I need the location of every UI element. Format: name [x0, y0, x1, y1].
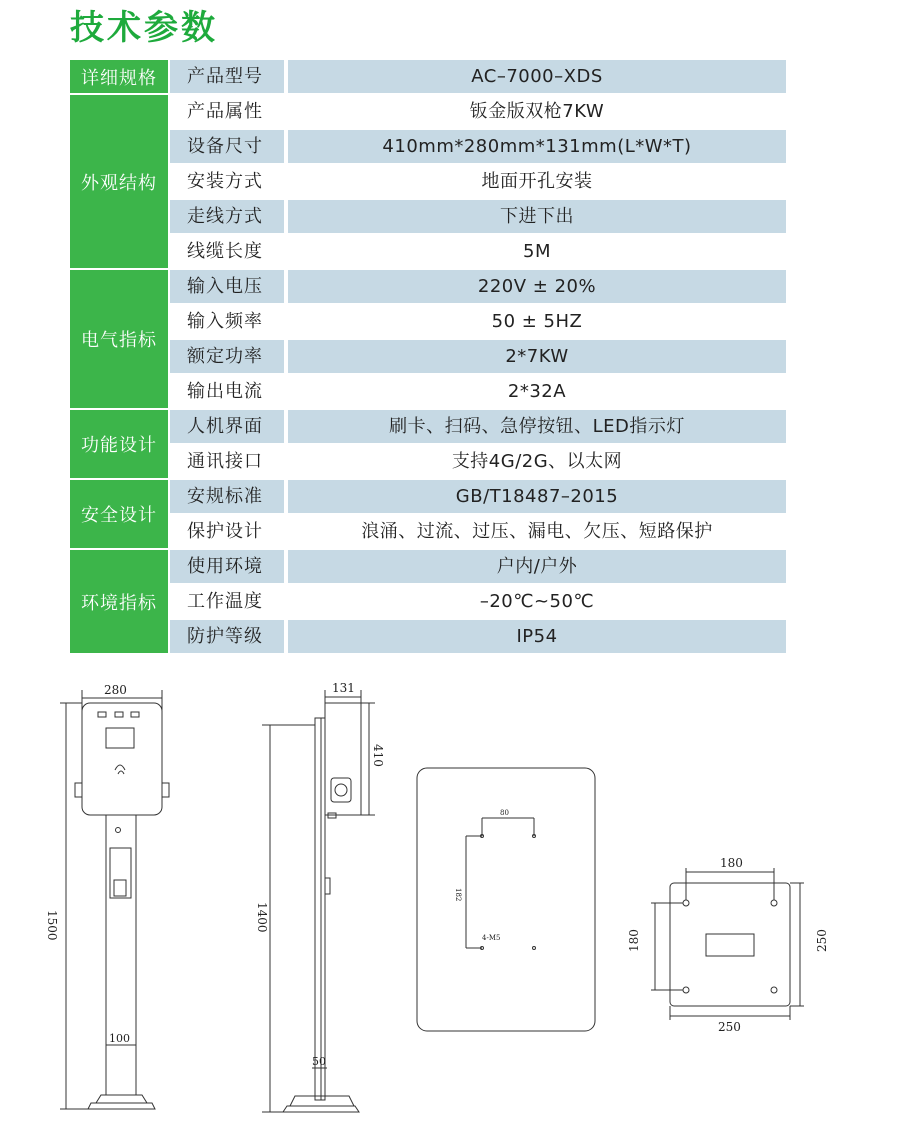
row-value: 2*7KW [288, 340, 786, 373]
template-spacing-label: 80 [500, 809, 509, 817]
technical-drawings [0, 670, 900, 1131]
row-value: 钣金版双枪7KW [288, 95, 786, 128]
group-environment: 环境指标 [70, 550, 168, 653]
front-view-drawing [60, 690, 169, 1109]
table-row [170, 130, 786, 163]
plate-right-label: 250 [815, 929, 829, 952]
table-row [170, 340, 786, 373]
table-row [170, 375, 786, 408]
table-row [170, 200, 786, 233]
table-row [170, 305, 786, 338]
row-label: 产品属性 [170, 95, 286, 128]
row-value: 2*32A [288, 375, 786, 408]
row-value: GB/T18487–2015 [288, 480, 786, 513]
row-value: 下进下出 [288, 200, 786, 233]
table-row [170, 550, 786, 583]
table-row [170, 270, 786, 303]
plate-bottom-label: 250 [718, 1020, 741, 1034]
table-row [170, 410, 786, 443]
table-row [170, 165, 786, 198]
side-view-drawing [262, 690, 375, 1112]
table-row [170, 445, 786, 478]
row-value: 刷卡、扫码、急停按钮、LED指示灯 [288, 410, 786, 443]
front-width-label: 280 [104, 683, 127, 697]
row-label: 输出电流 [170, 375, 286, 408]
mounting-template-drawing [417, 768, 595, 1031]
row-label: 安规标准 [170, 480, 286, 513]
group-detail-spec: 详细规格 [70, 60, 168, 93]
row-value: 浪涌、过流、过压、漏电、欠压、短路保护 [288, 515, 786, 548]
row-label: 额定功率 [170, 340, 286, 373]
template-vertical-label: 182 [454, 888, 462, 902]
front-height-label: 1500 [45, 910, 59, 941]
row-label: 输入频率 [170, 305, 286, 338]
row-value: 220V ± 20% [288, 270, 786, 303]
row-label: 保护设计 [170, 515, 286, 548]
side-pole-height-label: 1400 [255, 902, 269, 933]
row-value: –20℃~50℃ [288, 585, 786, 618]
group-safety: 安全设计 [70, 480, 168, 548]
row-label: 安装方式 [170, 165, 286, 198]
table-row [170, 620, 786, 653]
base-plate-drawing [651, 868, 804, 1020]
row-value: 地面开孔安装 [288, 165, 786, 198]
table-row [170, 515, 786, 548]
row-value: IP54 [288, 620, 786, 653]
row-label: 产品型号 [170, 60, 286, 93]
row-label: 使用环境 [170, 550, 286, 583]
row-value: 410mm*280mm*131mm(L*W*T) [288, 130, 786, 163]
table-row [170, 235, 786, 268]
row-value: AC–7000–XDS [288, 60, 786, 93]
row-label: 通讯接口 [170, 445, 286, 478]
row-label: 输入电压 [170, 270, 286, 303]
page-title: 技术参数 [70, 8, 218, 48]
row-value: 户内/户外 [288, 550, 786, 583]
side-base-label: 50 [312, 1055, 326, 1068]
group-electrical: 电气指标 [70, 270, 168, 408]
table-row [170, 480, 786, 513]
template-holes-label: 4-M5 [482, 934, 501, 942]
row-label: 人机界面 [170, 410, 286, 443]
row-label: 线缆长度 [170, 235, 286, 268]
row-value: 50 ± 5HZ [288, 305, 786, 338]
row-label: 防护等级 [170, 620, 286, 653]
table-row [170, 60, 786, 93]
row-value: 5M [288, 235, 786, 268]
front-pole-label: 100 [109, 1032, 130, 1045]
table-row [170, 95, 786, 128]
plate-left-label: 180 [627, 929, 641, 952]
plate-top-label: 180 [720, 856, 743, 870]
row-label: 走线方式 [170, 200, 286, 233]
group-appearance: 外观结构 [70, 95, 168, 268]
row-label: 工作温度 [170, 585, 286, 618]
row-value: 支持4G/2G、以太网 [288, 445, 786, 478]
side-depth-label: 131 [332, 681, 355, 695]
side-box-height-label: 410 [371, 744, 385, 767]
table-row [170, 585, 786, 618]
group-function: 功能设计 [70, 410, 168, 478]
row-label: 设备尺寸 [170, 130, 286, 163]
